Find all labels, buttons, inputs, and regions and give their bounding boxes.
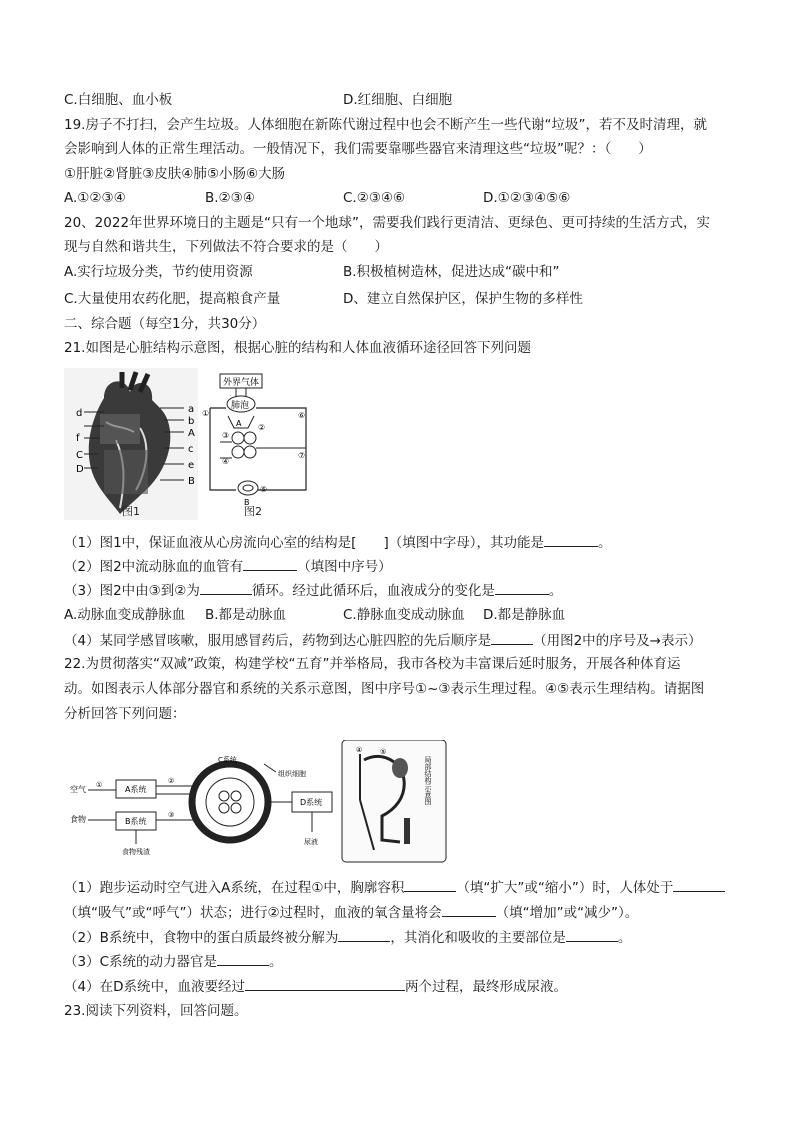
fig2-num-5: ⑤ [260, 485, 268, 494]
fig1-label-b: b [188, 416, 195, 427]
q20-option-c: C.大量使用农药化肥，提高粮食产量 [64, 291, 281, 307]
body-systems-diagram [64, 740, 448, 864]
q22-part1-text2: （填“吸气”或“呼气”）状态；进行②过程时，血液的氧含量将会 [64, 905, 442, 921]
q21-part2-blank[interactable] [243, 556, 297, 571]
q21-part1-end: 。 [597, 535, 612, 551]
fig2-letter-A: A [236, 419, 242, 428]
q22-part1-blank3[interactable] [442, 902, 496, 917]
q21-part4-text: （4）某同学感冒咳嗽，服用感冒药后，药物到达心脏四腔的先后顺序是 [64, 633, 492, 649]
q21-part4-blank[interactable] [491, 630, 533, 645]
q22-part1-end: （填“增加”或“减少”）。 [495, 905, 639, 921]
fig1-caption: 图1 [122, 505, 140, 518]
fig1-label-C: C [76, 450, 83, 461]
q22-part2-text: （2）B系统中，食物中的蛋白质最终被分解为 [64, 930, 339, 946]
q21-part3-mid: 循环。经过此循环后，血液成分的变化是 [251, 583, 495, 599]
fig2-letter-B: B [244, 498, 250, 506]
q20-stem-line1: 20、2022年世界环境日的主题是“只有一个地球”，需要我们践行更清洁、更绿色、更可持续的生活方式，实 [64, 215, 711, 231]
q22-part3-end: 。 [269, 954, 283, 970]
q22-part2-end: 。 [617, 930, 632, 946]
diagram-air-label: 空气 [70, 785, 86, 794]
blood-circulation-figure [198, 372, 320, 506]
q21-part1-text: （1）图1中，保证血液从心房流向心室的结构是[ ]（填图中字母），其功能是 [64, 535, 544, 551]
diagram-d-system: D系统 [300, 798, 323, 807]
q22-part1-line1 [64, 877, 725, 898]
q22-part3-text: （3）C系统的动力器官是 [64, 954, 218, 970]
q20-stem-line2: 现与自然和谐共生，下列做法不符合要求的是（ ） [64, 239, 388, 255]
q22-part2-mid: ，其消化和吸收的主要部位是 [390, 930, 566, 946]
q20-option-d: D、建立自然保护区，保护生物的多样性 [343, 291, 583, 307]
diagram-process-1: ① [96, 781, 103, 789]
q19-stem-line2: 会影响到人体的正常生理活动。一般情况下，我们需要靠哪些器官来清理这些“垃圾”呢？：（ ） [64, 141, 652, 157]
diagram-structure-4: ④ [356, 746, 363, 754]
q22-part4-end: 两个过程，最终形成尿液。 [404, 979, 567, 995]
fig2-num-2: ② [258, 423, 266, 432]
diagram-side-caption: 局部结构示意图 [424, 756, 432, 805]
q20-option-a: A.实行垃圾分类，节约使用资源 [64, 264, 253, 280]
fig2-num-7: ⑦ [298, 451, 306, 460]
q21-part3-end: 。 [548, 583, 563, 599]
q21-part1 [64, 532, 611, 553]
diagram-food-residue: 食物残渣 [122, 848, 150, 856]
q22-stem-line3: 分析回答下列问题： [64, 706, 186, 722]
q21-part4 [64, 630, 702, 651]
diagram-urine: 尿液 [304, 838, 318, 846]
q22-part1-line2 [64, 902, 638, 923]
section-2-heading: 二、综合题（每空1分，共30分） [64, 316, 266, 332]
q21-part3-text: （3）图2中由③到②为 [64, 583, 200, 599]
q21-stem: 21.如图是心脏结构示意图，根据心脏的结构和人体血液循环途径回答下列问题 [64, 340, 531, 356]
fig2-outside-air-label: 外界气体 [223, 378, 260, 388]
fig1-label-e: e [188, 460, 195, 471]
q21-part3-blank2[interactable] [495, 580, 549, 595]
q22-stem-line1: 22.为贯彻落实“双减”政策，构建学校“五育”并举格局，我市各校为丰富课后延时服务，开展各种体育运 [64, 656, 681, 672]
fig2-alveoli-label: 肺泡 [231, 401, 250, 411]
q22-part2-blank1[interactable] [338, 927, 390, 942]
q21-option-b: B.都是动脉血 [205, 607, 287, 623]
q19-option-a: A.①②③④ [64, 190, 126, 206]
q22-part1-mid: （填“扩大”或“缩小”）时，人体处于 [456, 880, 674, 896]
fig2-num-1: ① [202, 409, 210, 418]
diagram-a-system: A系统 [125, 785, 147, 794]
q19-items: ①肝脏②肾脏③皮肤④肺⑤小肠⑥大肠 [64, 166, 286, 182]
q22-part4 [64, 976, 567, 997]
q19-option-b: B.②③④ [205, 190, 255, 206]
q22-part4-blank[interactable] [245, 976, 405, 991]
heart-structure-figure [64, 368, 198, 520]
diagram-process-3: ③ [168, 811, 175, 819]
q21-option-a: A.动脉血变成静脉血 [64, 607, 186, 623]
q18-option-c: C.白细胞、血小板 [64, 92, 173, 108]
fig1-label-D: D [76, 464, 84, 475]
q21-option-c: C.静脉血变成动脉血 [343, 607, 465, 623]
q22-part3 [64, 951, 283, 972]
q21-part2-end: （填图中序号） [297, 559, 392, 575]
q19-option-c: C.②③④⑥ [343, 190, 406, 206]
q22-part1-blank1[interactable] [404, 877, 456, 892]
diagram-b-system: B系统 [125, 817, 147, 826]
fig2-num-6: ⑥ [298, 411, 306, 420]
fig2-caption: 图2 [244, 505, 262, 518]
diagram-process-2: ② [168, 777, 175, 785]
fig2-num-4: ④ [222, 457, 230, 466]
diagram-structure-5: ⑤ [380, 748, 387, 756]
q23-stem: 23.阅读下列资料，回答问题。 [64, 1003, 248, 1019]
q22-part1-blank2[interactable] [673, 877, 725, 892]
q20-option-b: B.积极植树造林，促进达成“碳中和” [343, 264, 560, 280]
q22-part2 [64, 927, 631, 948]
q22-stem-line2: 动。如图表示人体部分器官和系统的关系示意图，图中序号①~③表示生理过程。④⑤表示生理结构。请据图 [64, 681, 705, 697]
diagram-tissue-cell: 组织细胞 [278, 770, 306, 778]
q21-part4-end: （用图2中的序号及→表示） [533, 633, 702, 649]
fig1-label-B: B [188, 476, 195, 487]
fig1-label-d: d [76, 408, 83, 419]
fig1-label-f: f [76, 433, 80, 444]
q22-part1-text: （1）跑步运动时空气进入A系统，在过程①中，胸廓容积 [64, 880, 405, 896]
q21-part3-blank1[interactable] [200, 580, 252, 595]
q19-option-d: D.①②③④⑤⑥ [483, 190, 571, 206]
q21-part3 [64, 580, 562, 601]
q21-part2-text: （2）图2中流动脉血的血管有 [64, 559, 244, 575]
q22-part4-text: （4）在D系统中，血液要经过 [64, 979, 245, 995]
fig2-num-3: ③ [222, 431, 230, 440]
q22-part2-blank2[interactable] [566, 927, 618, 942]
fig1-label-c: c [188, 444, 194, 455]
q19-stem-line1: 19.房子不打扫，会产生垃圾。人体细胞在新陈代谢过程中也会不断产生一些代谢“垃圾”，若不及时清理，就 [64, 117, 707, 133]
diagram-c-system: C系统 [218, 756, 237, 764]
diagram-food-label: 食物 [70, 815, 86, 824]
fig1-label-A: A [188, 428, 195, 439]
q21-part2 [64, 556, 392, 577]
fig1-label-a: a [188, 404, 195, 415]
q21-option-d: D.都是静脉血 [483, 607, 566, 623]
q18-option-d: D.红细胞、白细胞 [343, 92, 453, 108]
q21-part1-blank[interactable] [544, 532, 598, 547]
q22-part3-blank[interactable] [217, 951, 269, 966]
